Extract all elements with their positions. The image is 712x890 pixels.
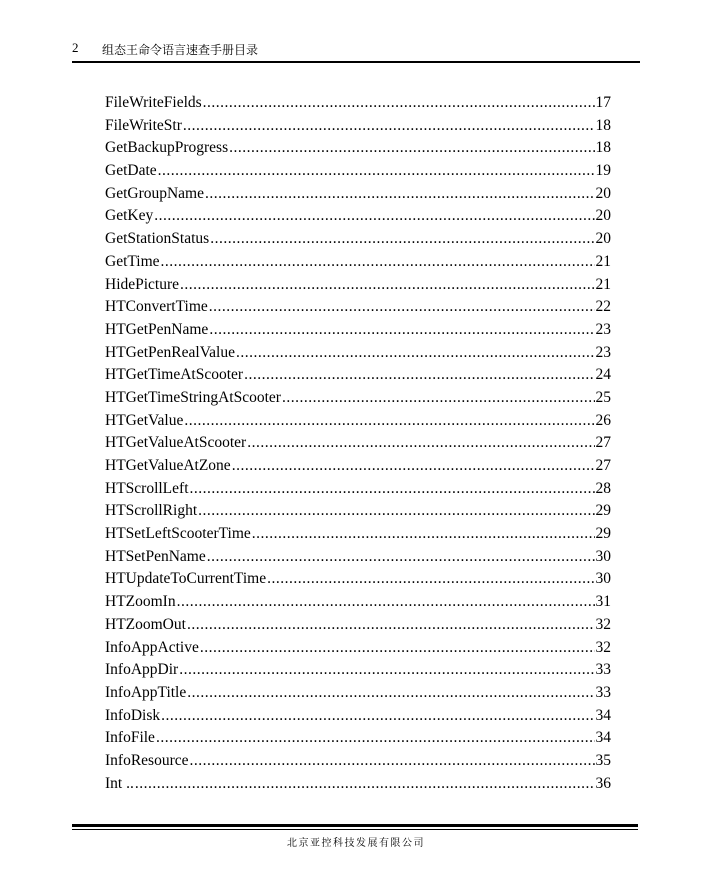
toc-entry[interactable] xyxy=(105,659,611,682)
toc-entry-page: 23 xyxy=(595,343,611,361)
toc-entry-name: GetGroupName xyxy=(105,184,204,202)
toc-entry-page: 18 xyxy=(595,139,611,157)
dot-leader xyxy=(154,205,594,228)
toc-entry-page: 29 xyxy=(595,525,611,543)
dot-leader xyxy=(205,183,595,206)
dot-leader xyxy=(203,92,595,115)
dot-leader xyxy=(209,296,595,319)
toc-entry[interactable] xyxy=(105,546,611,569)
toc-entry[interactable] xyxy=(105,387,611,410)
dot-leader xyxy=(200,637,595,660)
toc-entry[interactable] xyxy=(105,137,611,160)
toc-entry-page: 19 xyxy=(595,162,611,180)
toc-entry-name: HidePicture xyxy=(105,275,180,293)
table-of-contents xyxy=(105,92,611,795)
toc-entry-name: InfoAppTitle xyxy=(105,683,187,701)
toc-entry[interactable] xyxy=(105,773,611,796)
toc-entry[interactable] xyxy=(105,478,611,501)
toc-entry-page: 21 xyxy=(595,275,611,293)
toc-entry[interactable] xyxy=(105,637,611,660)
toc-entry[interactable] xyxy=(105,296,611,319)
dot-leader xyxy=(207,546,595,569)
dot-leader xyxy=(198,500,594,523)
toc-entry-page: 35 xyxy=(595,751,611,769)
toc-entry[interactable] xyxy=(105,364,611,387)
dot-leader xyxy=(184,410,594,433)
toc-entry[interactable] xyxy=(105,342,611,365)
dot-leader xyxy=(158,160,595,183)
toc-entry-page: 30 xyxy=(595,547,611,565)
toc-entry-name: InfoDisk xyxy=(105,706,161,724)
toc-entry[interactable] xyxy=(105,523,611,546)
toc-entry-name: HTGetTimeAtScooter xyxy=(105,366,244,384)
dot-leader xyxy=(180,274,594,297)
toc-entry[interactable] xyxy=(105,160,611,183)
toc-entry[interactable] xyxy=(105,228,611,251)
header-rule xyxy=(72,61,640,63)
toc-entry[interactable] xyxy=(105,591,611,614)
toc-entry-page: 28 xyxy=(595,479,611,497)
dot-leader xyxy=(210,228,594,251)
toc-entry-name: GetBackupProgress xyxy=(105,139,229,157)
toc-entry-page: 20 xyxy=(595,207,611,225)
dot-leader xyxy=(209,319,594,342)
dot-leader xyxy=(267,568,594,591)
toc-entry-page: 27 xyxy=(595,434,611,452)
toc-entry[interactable] xyxy=(105,251,611,274)
toc-entry[interactable] xyxy=(105,682,611,705)
dot-leader xyxy=(183,115,595,138)
dot-leader xyxy=(282,387,595,410)
toc-entry-name: GetDate xyxy=(105,162,157,180)
toc-entry-name: HTGetValue xyxy=(105,411,184,429)
toc-entry[interactable] xyxy=(105,432,611,455)
toc-entry[interactable] xyxy=(105,614,611,637)
toc-entry[interactable] xyxy=(105,183,611,206)
toc-entry-page: 22 xyxy=(595,298,611,316)
dot-leader xyxy=(236,342,595,365)
header-title: 组态王命令语言速查手册目录 xyxy=(102,43,259,57)
toc-entry-name: InfoAppDir xyxy=(105,661,179,679)
toc-entry[interactable] xyxy=(105,92,611,115)
dot-leader xyxy=(252,523,595,546)
toc-entry-name: Int .. xyxy=(105,774,134,792)
toc-entry-name: HTScrollRight xyxy=(105,502,198,520)
toc-entry-name: HTGetValueAtZone xyxy=(105,457,231,474)
toc-entry-page: 36 xyxy=(595,774,611,792)
toc-entry[interactable] xyxy=(105,500,611,523)
toc-entry-name: InfoResource xyxy=(105,751,189,769)
toc-entry-name: HTUpdateToCurrentTime xyxy=(105,570,267,588)
toc-entry-page: 33 xyxy=(595,683,611,701)
toc-entry-page: 24 xyxy=(595,366,611,384)
toc-entry-name: GetStationStatus xyxy=(105,230,210,248)
toc-entry[interactable] xyxy=(105,705,611,728)
toc-entry-name: HTZoomIn xyxy=(105,593,176,611)
dot-leader xyxy=(161,251,595,274)
dot-leader xyxy=(190,750,595,773)
toc-entry-page: 20 xyxy=(595,230,611,248)
toc-entry-page: 29 xyxy=(595,502,611,520)
toc-entry-name: FileWriteStr xyxy=(105,116,182,134)
toc-entry-name: FileWriteFields xyxy=(105,94,202,111)
toc-entry-page: 23 xyxy=(595,320,611,338)
toc-entry-name: HTSetLeftScooterTime xyxy=(105,525,251,543)
footer-rule-thin xyxy=(72,829,638,830)
toc-entry[interactable] xyxy=(105,410,611,433)
toc-entry-name: GetKey xyxy=(105,207,154,225)
toc-entry[interactable] xyxy=(105,274,611,297)
dot-leader xyxy=(247,432,594,455)
toc-entry-page: 17 xyxy=(595,94,611,111)
toc-entry-name: HTGetValueAtScooter xyxy=(105,434,247,452)
toc-entry-name: HTGetTimeStringAtScooter xyxy=(105,388,281,406)
page-number: 2 xyxy=(72,40,79,55)
footer-rule-thick xyxy=(72,824,638,827)
toc-entry-name: HTZoomOut xyxy=(105,615,186,633)
toc-entry-page: 27 xyxy=(595,457,611,474)
toc-entry-name: InfoAppActive xyxy=(105,638,199,656)
dot-leader xyxy=(187,682,594,705)
dot-leader xyxy=(135,773,595,796)
toc-entry[interactable] xyxy=(105,319,611,342)
dot-leader xyxy=(177,591,595,614)
toc-entry[interactable] xyxy=(105,727,611,750)
toc-entry-page: 34 xyxy=(595,706,611,724)
toc-entry-page: 21 xyxy=(595,252,611,270)
dot-leader xyxy=(229,137,594,160)
toc-entry-name: HTSetPenName xyxy=(105,547,206,565)
toc-entry[interactable] xyxy=(105,568,611,591)
dot-leader xyxy=(187,614,595,637)
toc-entry-name: GetTime xyxy=(105,252,160,270)
toc-entry-page: 32 xyxy=(595,638,611,656)
toc-entry-name: InfoFile xyxy=(105,729,155,747)
toc-entry-page: 26 xyxy=(595,411,611,429)
toc-entry-page: 34 xyxy=(595,729,611,747)
dot-leader xyxy=(156,727,595,750)
footer-company: 北京亚控科技发展有限公司 xyxy=(287,838,425,849)
toc-entry-page: 18 xyxy=(595,116,611,134)
toc-entry-page: 30 xyxy=(595,570,611,588)
toc-entry-name: HTConvertTime xyxy=(105,298,208,316)
toc-entry-name: HTGetPenRealValue xyxy=(105,343,235,361)
toc-entry-page: 33 xyxy=(595,661,611,679)
toc-entry-name: HTScrollLeft xyxy=(105,479,189,497)
toc-entry[interactable] xyxy=(105,205,611,228)
toc-entry[interactable] xyxy=(105,455,611,478)
toc-entry-page: 25 xyxy=(595,388,611,406)
toc-entry-page: 20 xyxy=(595,184,611,202)
toc-entry-page: 31 xyxy=(595,593,611,611)
page-header xyxy=(72,40,640,58)
toc-entry[interactable] xyxy=(105,750,611,773)
toc-entry[interactable] xyxy=(105,115,611,138)
dot-leader xyxy=(161,705,594,728)
toc-entry-name: HTGetPenName xyxy=(105,320,209,338)
dot-leader xyxy=(244,364,594,387)
dot-leader xyxy=(232,455,595,478)
dot-leader xyxy=(190,478,595,501)
dot-leader xyxy=(179,659,594,682)
toc-entry-page: 32 xyxy=(595,615,611,633)
